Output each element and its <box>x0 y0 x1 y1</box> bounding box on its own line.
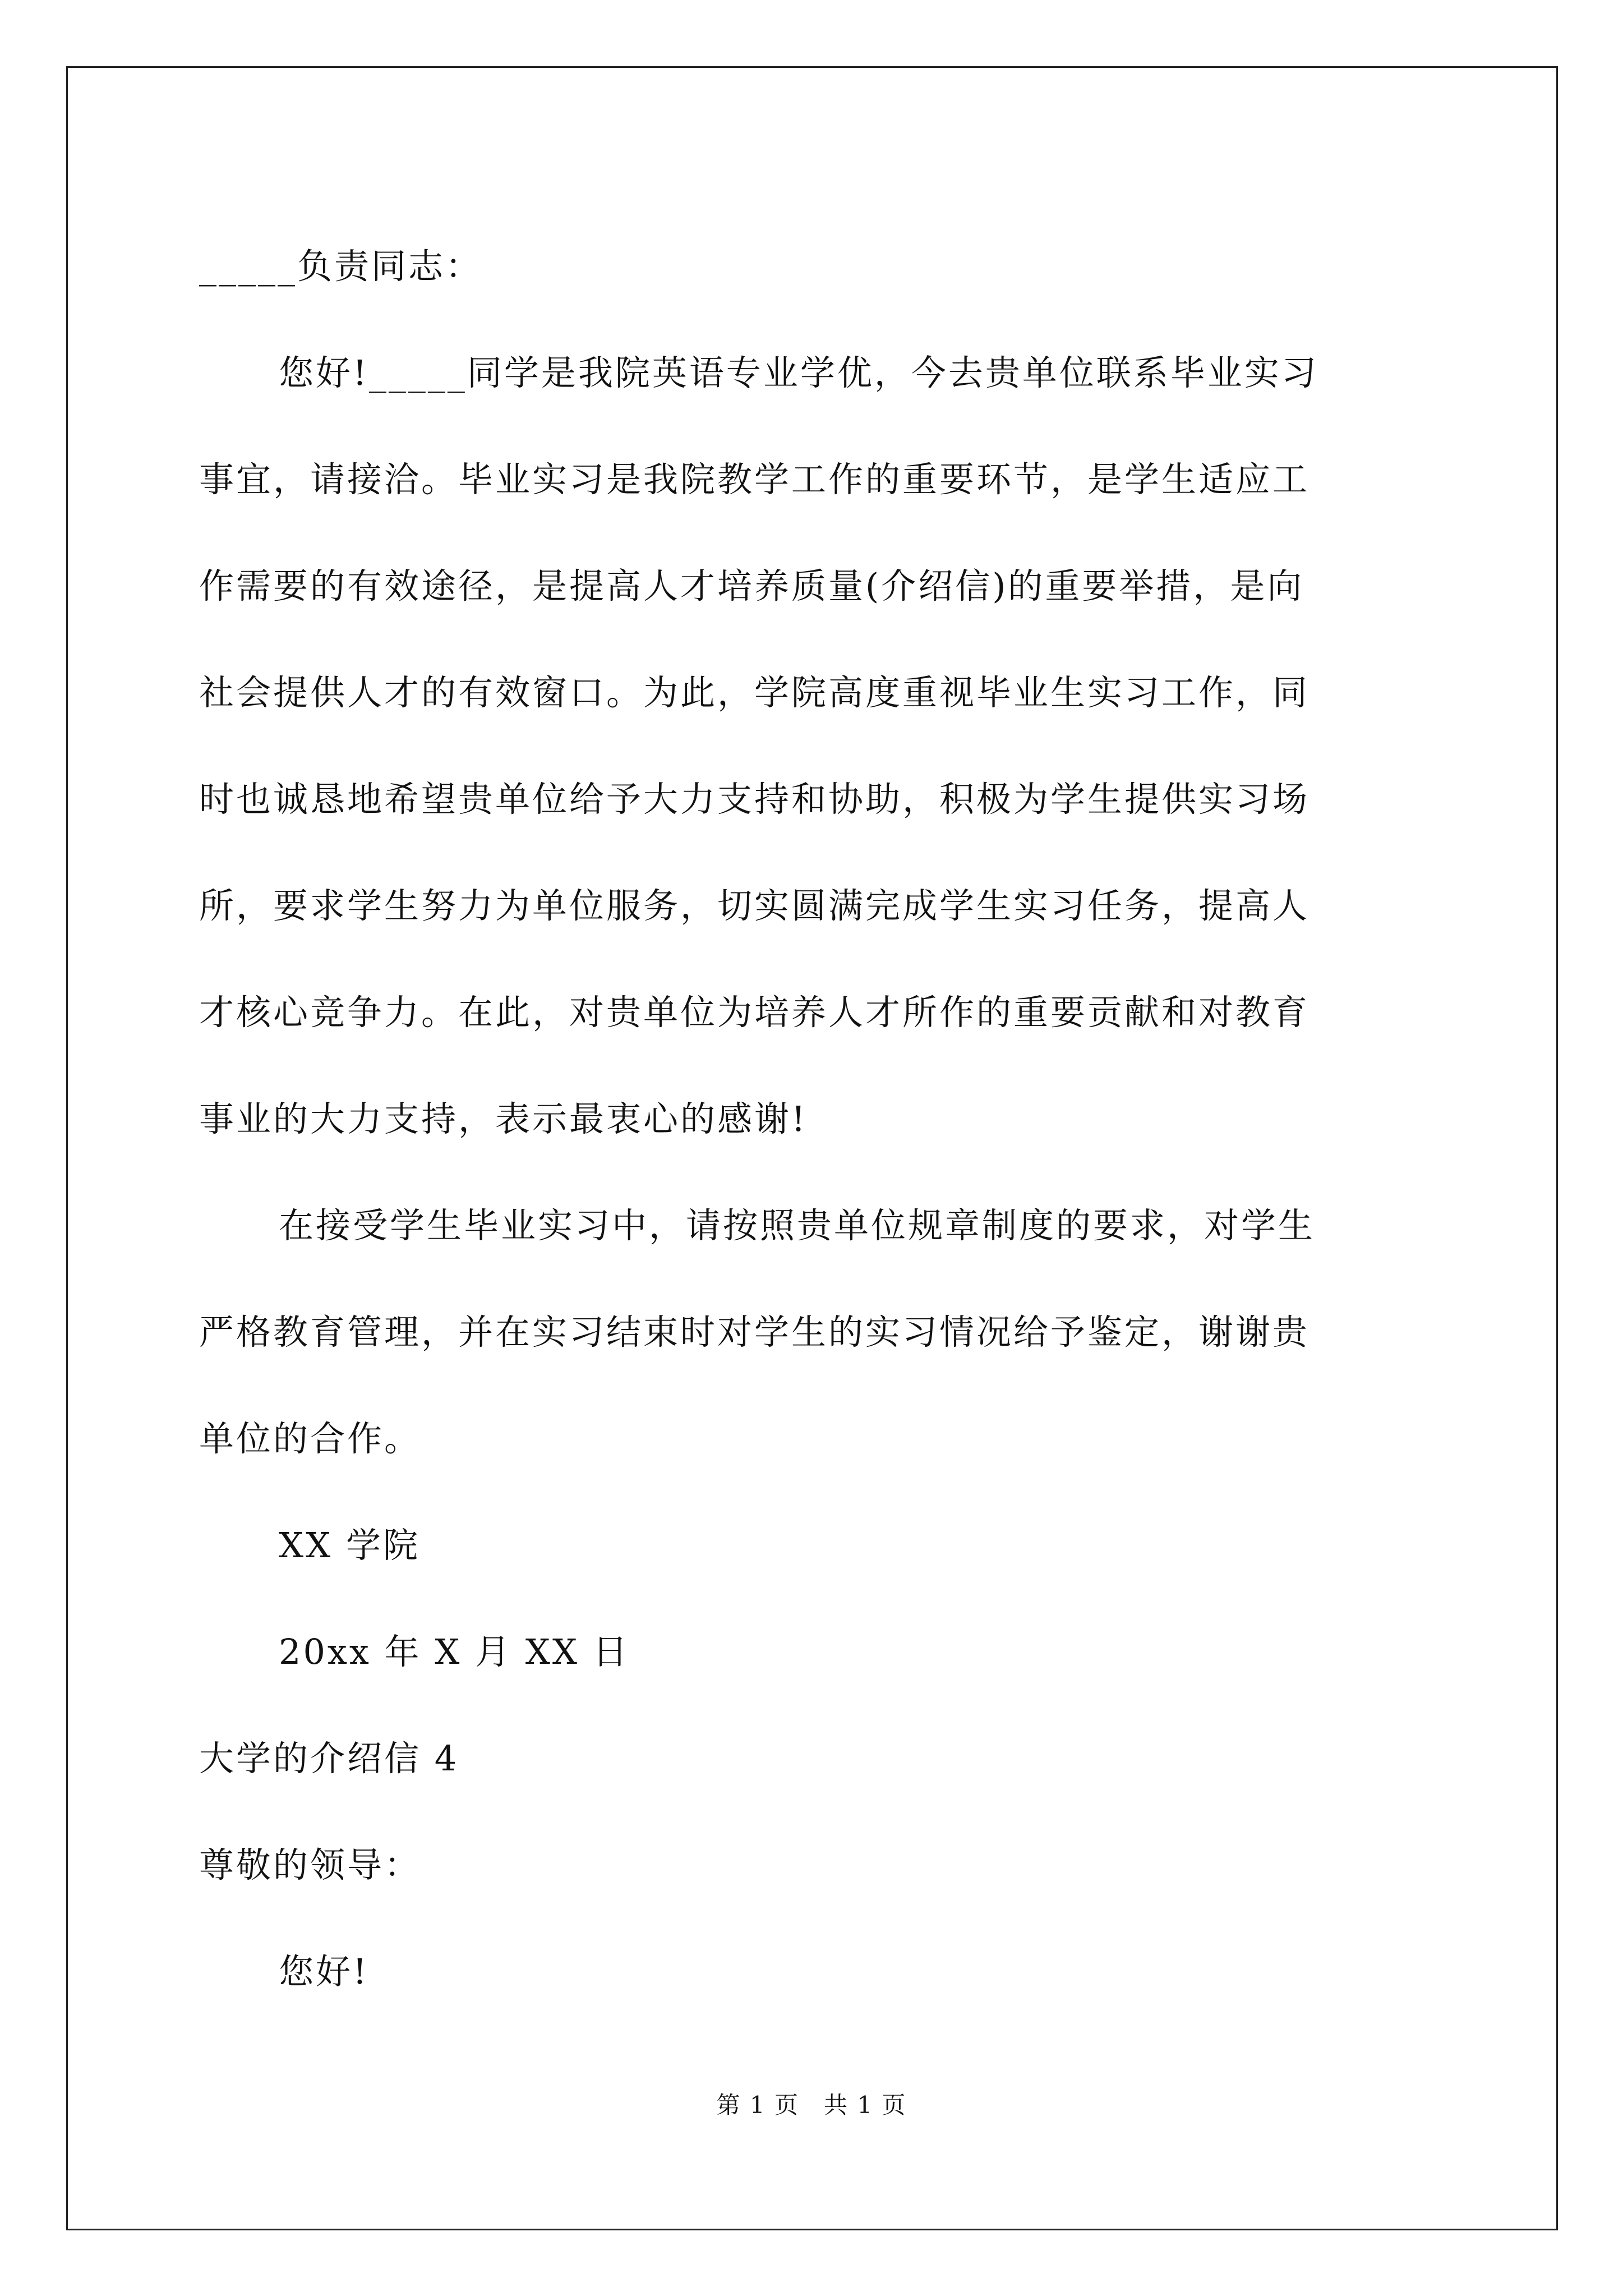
salutation: _____负责同志： <box>199 246 483 287</box>
next-greeting: 您好! <box>279 1951 369 1992</box>
next-salutation: 尊敬的领导： <box>199 1844 422 1885</box>
signature-date: 20xx 年 X 月 XX 日 <box>279 1631 630 1672</box>
paragraph-line: 作需要的有效途径，是提高人才培养质量(介绍信)的重要举措，是向 <box>199 565 1304 606</box>
paragraph-line: 所，要求学生努力为单位服务，切实圆满完成学生实习任务，提高人 <box>199 885 1310 926</box>
paragraph-line: 您好!_____同学是我院英语专业学优，今去贵单位联系毕业实习 <box>279 352 1318 393</box>
paragraph-line: 严格教育管理，并在实习结束时对学生的实习情况给予鉴定，谢谢贵 <box>199 1312 1310 1352</box>
signature-organization: XX 学院 <box>279 1525 420 1566</box>
paragraph-line: 时也诚恳地希望贵单位给予大力支持和协助，积极为学生提供实习场 <box>199 779 1310 820</box>
section-title: 大学的介绍信 4 <box>199 1738 459 1779</box>
paragraph-line: 在接受学生毕业实习中，请按照贵单位规章制度的要求，对学生 <box>279 1205 1316 1246</box>
paragraph-line: 事宜，请接洽。毕业实习是我院教学工作的重要环节，是学生适应工 <box>199 459 1310 500</box>
paragraph-line: 社会提供人才的有效窗口。为此，学院高度重视毕业生实习工作，同 <box>199 672 1310 713</box>
paragraph-line: 事业的大力支持，表示最衷心的感谢! <box>199 1098 808 1139</box>
letter-body <box>199 213 1427 2025</box>
paragraph-2 <box>199 1172 1427 1492</box>
page-number-footer: 第 1 页 共 1 页 <box>716 2091 907 2119</box>
paragraph-line: 才核心竞争力。在此，对贵单位为培养人才所作的重要贡献和对教育 <box>199 992 1310 1033</box>
paragraph-line: 单位的合作。 <box>199 1418 422 1459</box>
paragraph-1 <box>199 320 1427 1172</box>
